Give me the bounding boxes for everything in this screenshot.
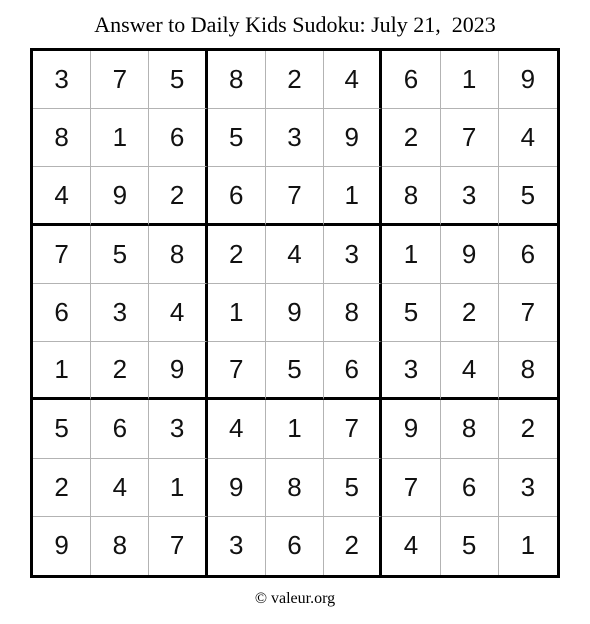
sudoku-cell-r1c6: 4: [324, 51, 382, 109]
sudoku-cell-r3c1: 4: [33, 167, 91, 225]
sudoku-cell-r7c4: 4: [208, 400, 266, 458]
sudoku-cell-r9c1: 9: [33, 517, 91, 575]
sudoku-cell-r2c6: 9: [324, 109, 382, 167]
sudoku-cell-r4c5: 4: [266, 226, 324, 284]
sudoku-cell-r3c4: 6: [208, 167, 266, 225]
sudoku-cell-r1c7: 6: [382, 51, 440, 109]
sudoku-cell-r4c3: 8: [149, 226, 207, 284]
sudoku-grid: [30, 48, 560, 578]
sudoku-cell-r2c3: 6: [149, 109, 207, 167]
sudoku-cell-r4c2: 5: [91, 226, 149, 284]
copyright-footer: © valeur.org: [254, 590, 336, 607]
sudoku-cell-r1c8: 1: [441, 51, 499, 109]
sudoku-cell-r5c3: 4: [149, 284, 207, 342]
sudoku-cell-r2c5: 3: [266, 109, 324, 167]
sudoku-cell-r1c1: 3: [33, 51, 91, 109]
sudoku-cell-r2c8: 7: [441, 109, 499, 167]
sudoku-cell-r4c8: 9: [441, 226, 499, 284]
sudoku-cell-r3c5: 7: [266, 167, 324, 225]
sudoku-cell-r7c6: 7: [324, 400, 382, 458]
sudoku-cell-r8c6: 5: [324, 459, 382, 517]
sudoku-cell-r4c1: 7: [33, 226, 91, 284]
sudoku-cell-r5c5: 9: [266, 284, 324, 342]
sudoku-cell-r9c2: 8: [91, 517, 149, 575]
sudoku-cell-r6c1: 1: [33, 342, 91, 400]
sudoku-cell-r3c8: 3: [441, 167, 499, 225]
sudoku-cell-r2c7: 2: [382, 109, 440, 167]
sudoku-cell-r8c5: 8: [266, 459, 324, 517]
sudoku-cell-r9c6: 2: [324, 517, 382, 575]
sudoku-cell-r2c1: 8: [33, 109, 91, 167]
sudoku-cell-r7c7: 9: [382, 400, 440, 458]
sudoku-cell-r7c1: 5: [33, 400, 91, 458]
sudoku-cell-r8c9: 3: [499, 459, 557, 517]
sudoku-cell-r2c4: 5: [208, 109, 266, 167]
sudoku-cell-r3c3: 2: [149, 167, 207, 225]
sudoku-cell-r8c4: 9: [208, 459, 266, 517]
sudoku-cell-r3c9: 5: [499, 167, 557, 225]
sudoku-cell-r4c6: 3: [324, 226, 382, 284]
sudoku-cell-r1c5: 2: [266, 51, 324, 109]
sudoku-cell-r5c7: 5: [382, 284, 440, 342]
sudoku-cell-r1c2: 7: [91, 51, 149, 109]
sudoku-cell-r8c3: 1: [149, 459, 207, 517]
sudoku-cell-r7c2: 6: [91, 400, 149, 458]
sudoku-cell-r9c8: 5: [441, 517, 499, 575]
sudoku-cell-r9c3: 7: [149, 517, 207, 575]
sudoku-cell-r6c7: 3: [382, 342, 440, 400]
sudoku-cell-r5c6: 8: [324, 284, 382, 342]
sudoku-cell-r9c4: 3: [208, 517, 266, 575]
sudoku-cell-r4c7: 1: [382, 226, 440, 284]
sudoku-cell-r3c6: 1: [324, 167, 382, 225]
sudoku-cell-r5c9: 7: [499, 284, 557, 342]
sudoku-cell-r7c8: 8: [441, 400, 499, 458]
sudoku-cell-r6c5: 5: [266, 342, 324, 400]
sudoku-cell-r3c2: 9: [91, 167, 149, 225]
sudoku-cell-r6c2: 2: [91, 342, 149, 400]
sudoku-cell-r6c8: 4: [441, 342, 499, 400]
sudoku-cell-r3c7: 8: [382, 167, 440, 225]
sudoku-cell-r2c9: 4: [499, 109, 557, 167]
sudoku-cell-r6c6: 6: [324, 342, 382, 400]
sudoku-cell-r8c8: 6: [441, 459, 499, 517]
sudoku-cell-r5c1: 6: [33, 284, 91, 342]
sudoku-cell-r6c4: 7: [208, 342, 266, 400]
sudoku-cell-r7c9: 2: [499, 400, 557, 458]
sudoku-cell-r9c7: 4: [382, 517, 440, 575]
sudoku-cell-r5c4: 1: [208, 284, 266, 342]
sudoku-cell-r4c4: 2: [208, 226, 266, 284]
sudoku-cell-r1c3: 5: [149, 51, 207, 109]
sudoku-cell-r7c3: 3: [149, 400, 207, 458]
sudoku-cell-r1c4: 8: [208, 51, 266, 109]
puzzle-title: Answer to Daily Kids Sudoku: July 21, 2023: [94, 12, 496, 37]
sudoku-cell-r5c8: 2: [441, 284, 499, 342]
sudoku-cell-r9c5: 6: [266, 517, 324, 575]
sudoku-cell-r1c9: 9: [499, 51, 557, 109]
sudoku-cell-r9c9: 1: [520, 530, 536, 561]
sudoku-cell-r6c9: 8: [499, 342, 557, 400]
sudoku-cell-r7c5: 1: [266, 400, 324, 458]
sudoku-cell-r8c2: 4: [91, 459, 149, 517]
sudoku-cell-r8c1: 2: [33, 459, 91, 517]
sudoku-cell-r4c9: 6: [499, 226, 557, 284]
sudoku-cell-r6c3: 9: [149, 342, 207, 400]
sudoku-cell-r8c7: 7: [382, 459, 440, 517]
sudoku-cell-r5c2: 3: [91, 284, 149, 342]
sudoku-cell-r2c2: 1: [91, 109, 149, 167]
